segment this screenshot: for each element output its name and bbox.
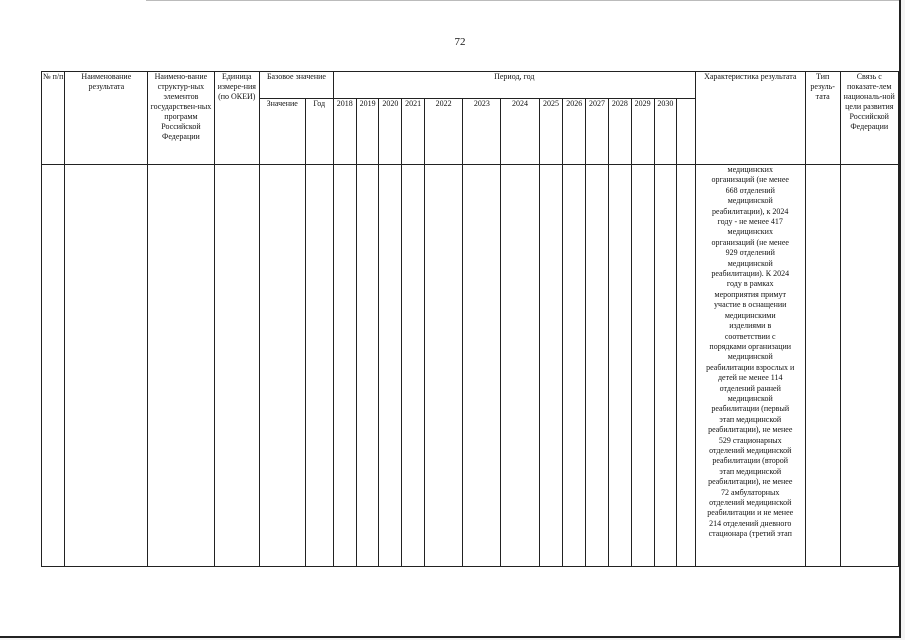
results-table [41,71,899,567]
cell-year [356,165,379,567]
cell-base-value [260,165,306,567]
cell-year [539,165,563,567]
characteristic-line: медицинской [727,352,773,362]
header-year: 2028 [608,99,631,165]
characteristic-line: медицинскими [724,310,776,320]
characteristic-line: реабилитации (второй [712,456,789,466]
cell-type [805,165,840,567]
characteristic-line: мероприятия примут [714,289,786,299]
characteristic-line: организаций (не менее [711,175,789,185]
characteristic-line: организаций (не менее [711,237,789,247]
characteristic-line: порядками организации [709,341,792,351]
header-base: Базовое значение [260,72,334,99]
header-year: 2019 [356,99,379,165]
cell-num [42,165,65,567]
characteristic-line: отделений медицинской [709,498,792,507]
cell-year [563,165,586,567]
characteristic-line: соответствии с [724,331,776,341]
characteristic-line: 668 отделений [725,185,775,195]
cell-name [65,165,148,567]
header-year: 2022 [425,99,463,165]
characteristic-line: 929 отделений [725,248,775,258]
characteristic-line: стационара (третий этап [708,529,792,539]
table-row [42,165,899,567]
characteristic-line: году в рамках [726,279,774,289]
page-number: 72 [454,36,466,48]
cell-year [333,165,356,567]
header-num: № п/п [42,72,65,165]
characteristic-line: детей не менее 114 [717,373,783,383]
cell-year [425,165,463,567]
cell-year [501,165,539,567]
characteristic-line: 214 отделений дневного [709,518,792,528]
header-year: 2021 [402,99,425,165]
cell-year [402,165,425,567]
characteristic-line: медицинских [727,227,773,237]
characteristic-line: отделений медицинской [709,445,792,455]
header-year: 2030 [654,99,677,165]
characteristic-line: медицинской [727,393,773,403]
header-year-blank [677,99,695,165]
header-base-year: Год [305,99,333,165]
header-name: Наименование результата [65,72,148,165]
header-year: 2025 [539,99,563,165]
characteristic-line: этап медицинской [719,414,782,424]
cell-year [654,165,677,567]
characteristic-line: отделений ранней [719,383,781,393]
cell-link [840,165,899,567]
characteristic-line: реабилитации), не менее [708,425,793,435]
scan-edge-line [146,0,899,1]
header-year: 2027 [586,99,609,165]
cell-year [586,165,609,567]
characteristic-line: реабилитации), не менее [708,477,793,487]
characteristic-line: этап медицинской [719,466,782,476]
cell-unit [214,165,259,567]
characteristic-line: изделиями в [729,321,772,331]
characteristic-line: году - не менее 417 [717,217,783,227]
cell-characteristic [695,165,805,567]
cell-year [631,165,654,567]
header-year: 2020 [379,99,402,165]
header-unit: Единица измере-ния (по ОКЕИ) [214,72,259,165]
characteristic-line: медицинской [727,196,773,206]
characteristic-line: медицинской [727,258,773,268]
characteristic-line: реабилитации), к 2024 [712,206,789,216]
characteristic-line: реабилитации (первый [711,404,790,414]
characteristic-line: реабилитации и не менее [707,508,794,518]
characteristic-line: участие в оснащении [714,300,787,310]
cell-year [463,165,501,567]
cell-base-year [305,165,333,567]
cell-struct [148,165,214,567]
characteristic-line: 529 стационарных [718,435,782,445]
characteristic-line: 72 амбулаторных [721,487,780,497]
header-year: 2024 [501,99,539,165]
header-type: Тип резуль-тата [805,72,840,165]
header-row-1 [42,72,899,99]
header-base-value: Значение [260,99,306,165]
header-struct: Наимено-вание структур-ных элементов государствен-ных программ Российской Федерации [148,72,214,165]
cell-year [379,165,402,567]
characteristic-line: реабилитации взрослых и [706,362,795,372]
header-period: Период, год [333,72,695,99]
cell-year [608,165,631,567]
cell-year [677,165,695,567]
header-year: 2026 [563,99,586,165]
header-year: 2018 [333,99,356,165]
header-characteristic: Характеристика результата [695,72,805,165]
header-year: 2023 [463,99,501,165]
header-year: 2029 [631,99,654,165]
characteristic-line: реабилитации). К 2024 [711,269,790,279]
characteristic-line: медицинских [727,165,773,174]
header-link: Связь с показате-лем националь-ной цели развития Российской Федерации [840,72,899,165]
